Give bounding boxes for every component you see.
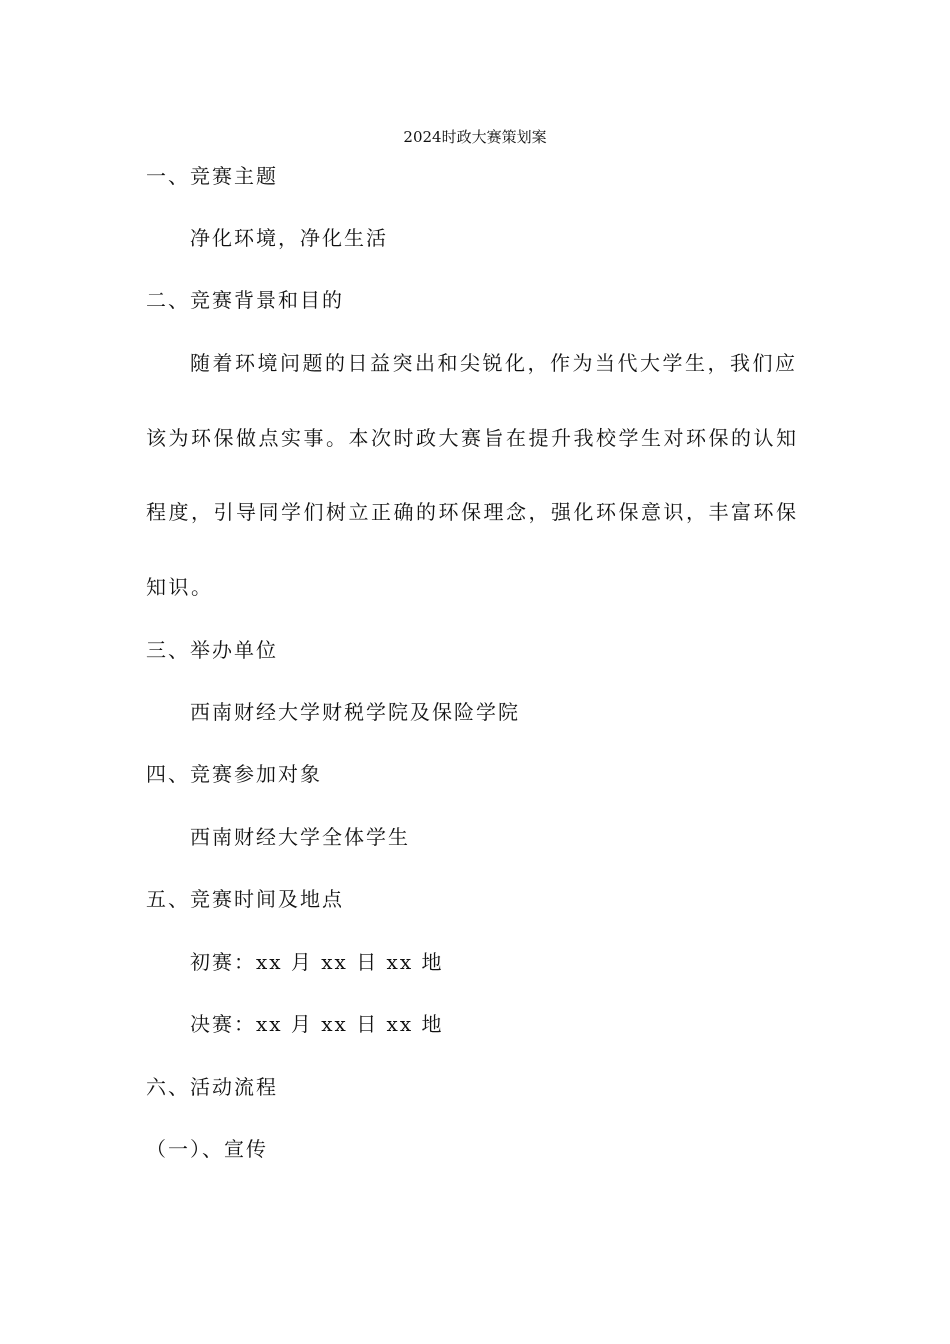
section-5-final: 决赛：xx 月 xx 日 xx 地	[190, 1012, 444, 1036]
section-2-paragraph	[146, 351, 798, 375]
section-3-body: 西南财经大学财税学院及保险学院	[190, 700, 520, 724]
section-4-heading: 四、竞赛参加对象	[146, 762, 322, 786]
section-2-paragraph-cont	[146, 426, 798, 450]
section-6-subheading: （一）、宣传	[146, 1137, 268, 1161]
section-5-heading: 五、竞赛时间及地点	[146, 887, 344, 911]
section-5-prelim: 初赛：xx 月 xx 日 xx 地	[190, 950, 444, 974]
paragraph-line: 程度，引导同学们树立正确的环保理念，强化环保意识，丰富环保	[146, 500, 799, 524]
section-3-heading: 三、举办单位	[146, 638, 278, 662]
paragraph-line: 该为环保做点实事。本次时政大赛旨在提升我校学生对环保的认知	[146, 426, 799, 450]
section-6-heading: 六、活动流程	[146, 1075, 278, 1099]
paragraph-line: 知识。	[146, 575, 214, 599]
section-1-body: 净化环境，净化生活	[190, 226, 388, 250]
section-1-heading: 一、竞赛主题	[146, 164, 278, 188]
document-title: 2024时政大赛策划案	[403, 128, 547, 146]
section-2-paragraph-cont	[146, 500, 798, 524]
paragraph-line: 随着环境问题的日益突出和尖锐化，作为当代大学生，我们应	[190, 351, 798, 375]
section-2-paragraph-cont	[146, 575, 798, 599]
section-4-body: 西南财经大学全体学生	[190, 825, 410, 849]
section-2-heading: 二、竞赛背景和目的	[146, 288, 344, 312]
